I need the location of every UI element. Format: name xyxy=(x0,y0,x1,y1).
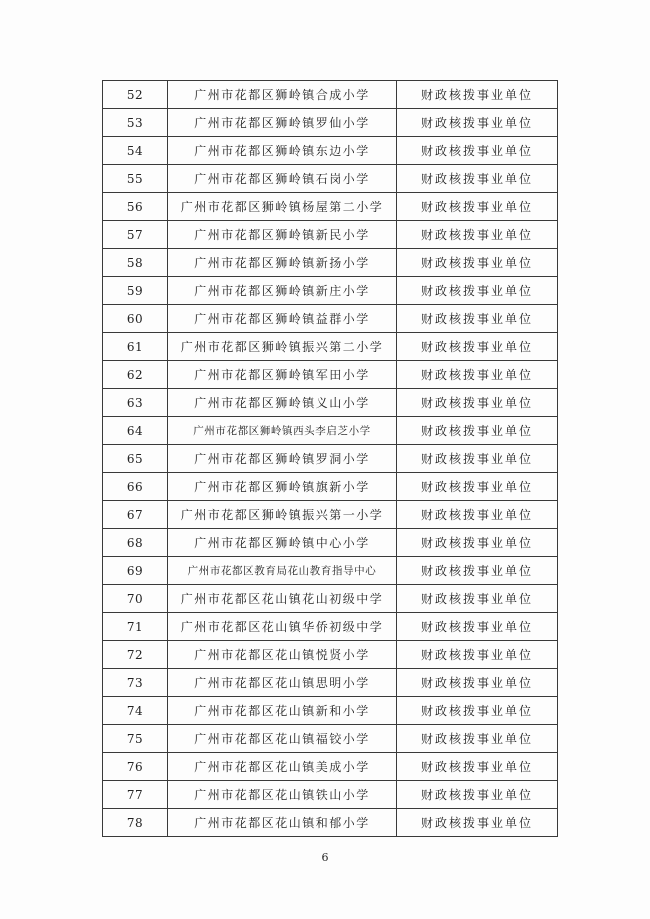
institution-name: 广州市花都区花山镇悦贤小学 xyxy=(168,641,397,669)
row-number: 77 xyxy=(103,781,168,809)
table-row xyxy=(103,249,558,277)
institution-name: 广州市花都区花山镇和郁小学 xyxy=(168,809,397,837)
row-number: 59 xyxy=(103,277,168,305)
row-number: 57 xyxy=(103,221,168,249)
institution-type: 财政核拨事业单位 xyxy=(397,725,558,753)
institution-type: 财政核拨事业单位 xyxy=(397,529,558,557)
institution-type: 财政核拨事业单位 xyxy=(397,501,558,529)
table-row xyxy=(103,613,558,641)
table-row xyxy=(103,725,558,753)
institution-name: 广州市花都区狮岭镇军田小学 xyxy=(168,361,397,389)
institution-name: 广州市花都区狮岭镇合成小学 xyxy=(168,81,397,109)
institution-name: 广州市花都区狮岭镇旗新小学 xyxy=(168,473,397,501)
institution-name: 广州市花都区狮岭镇罗洞小学 xyxy=(168,445,397,473)
institution-name: 广州市花都区狮岭镇中心小学 xyxy=(168,529,397,557)
row-number: 68 xyxy=(103,529,168,557)
institution-name: 广州市花都区花山镇铁山小学 xyxy=(168,781,397,809)
table-row xyxy=(103,809,558,837)
row-number: 62 xyxy=(103,361,168,389)
table-row xyxy=(103,193,558,221)
institution-type: 财政核拨事业单位 xyxy=(397,417,558,445)
row-number: 67 xyxy=(103,501,168,529)
institution-name: 广州市花都区狮岭镇振兴第二小学 xyxy=(168,333,397,361)
row-number: 74 xyxy=(103,697,168,725)
table-row xyxy=(103,333,558,361)
institution-type: 财政核拨事业单位 xyxy=(397,697,558,725)
table-row xyxy=(103,165,558,193)
row-number: 73 xyxy=(103,669,168,697)
row-number: 52 xyxy=(103,81,168,109)
institution-type: 财政核拨事业单位 xyxy=(397,753,558,781)
table-row xyxy=(103,529,558,557)
institution-name: 广州市花都区狮岭镇益群小学 xyxy=(168,305,397,333)
institution-name: 广州市花都区狮岭镇义山小学 xyxy=(168,389,397,417)
row-number: 69 xyxy=(103,557,168,585)
institution-type: 财政核拨事业单位 xyxy=(397,81,558,109)
table-row xyxy=(103,641,558,669)
institution-type: 财政核拨事业单位 xyxy=(397,669,558,697)
institution-type: 财政核拨事业单位 xyxy=(397,809,558,837)
institution-type: 财政核拨事业单位 xyxy=(397,585,558,613)
institution-name: 广州市花都区狮岭镇罗仙小学 xyxy=(168,109,397,137)
table-row xyxy=(103,361,558,389)
table-row xyxy=(103,221,558,249)
table-row xyxy=(103,417,558,445)
institution-name: 广州市花都区狮岭镇新民小学 xyxy=(168,221,397,249)
row-number: 76 xyxy=(103,753,168,781)
row-number: 70 xyxy=(103,585,168,613)
institution-name: 广州市花都区花山镇福铰小学 xyxy=(168,725,397,753)
institution-type: 财政核拨事业单位 xyxy=(397,613,558,641)
table-row xyxy=(103,445,558,473)
row-number: 54 xyxy=(103,137,168,165)
page-number: 6 xyxy=(321,851,329,864)
institution-type: 财政核拨事业单位 xyxy=(397,333,558,361)
table-row xyxy=(103,277,558,305)
institution-name: 广州市花都区花山镇美成小学 xyxy=(168,753,397,781)
row-number: 72 xyxy=(103,641,168,669)
table-row xyxy=(103,781,558,809)
table-row xyxy=(103,109,558,137)
institution-type: 财政核拨事业单位 xyxy=(397,557,558,585)
institution-type: 财政核拨事业单位 xyxy=(397,445,558,473)
row-number: 55 xyxy=(103,165,168,193)
row-number: 78 xyxy=(103,809,168,837)
institution-name: 广州市花都区狮岭镇石岗小学 xyxy=(168,165,397,193)
institution-name: 广州市花都区教育局花山教育指导中心 xyxy=(168,557,397,585)
row-number: 63 xyxy=(103,389,168,417)
row-number: 53 xyxy=(103,109,168,137)
institution-type: 财政核拨事业单位 xyxy=(397,165,558,193)
row-number: 56 xyxy=(103,193,168,221)
institution-name: 广州市花都区狮岭镇西头李启芝小学 xyxy=(168,417,397,445)
institution-type: 财政核拨事业单位 xyxy=(397,473,558,501)
institution-type: 财政核拨事业单位 xyxy=(397,193,558,221)
table-row xyxy=(103,305,558,333)
table-row xyxy=(103,697,558,725)
row-number: 75 xyxy=(103,725,168,753)
institution-table xyxy=(102,80,558,837)
row-number: 64 xyxy=(103,417,168,445)
row-number: 71 xyxy=(103,613,168,641)
institution-type: 财政核拨事业单位 xyxy=(397,221,558,249)
table-row xyxy=(103,473,558,501)
institution-type: 财政核拨事业单位 xyxy=(397,641,558,669)
table-row xyxy=(103,137,558,165)
row-number: 58 xyxy=(103,249,168,277)
institution-name: 广州市花都区花山镇新和小学 xyxy=(168,697,397,725)
institution-type: 财政核拨事业单位 xyxy=(397,249,558,277)
institution-type: 财政核拨事业单位 xyxy=(397,137,558,165)
institution-name: 广州市花都区花山镇思明小学 xyxy=(168,669,397,697)
institution-name: 广州市花都区狮岭镇杨屋第二小学 xyxy=(168,193,397,221)
table-row xyxy=(103,557,558,585)
institution-name: 广州市花都区狮岭镇新扬小学 xyxy=(168,249,397,277)
institution-name: 广州市花都区狮岭镇东边小学 xyxy=(168,137,397,165)
table-row xyxy=(103,81,558,109)
institution-type: 财政核拨事业单位 xyxy=(397,109,558,137)
institution-table-body xyxy=(103,81,558,837)
table-row xyxy=(103,585,558,613)
institution-type: 财政核拨事业单位 xyxy=(397,277,558,305)
institution-type: 财政核拨事业单位 xyxy=(397,361,558,389)
row-number: 60 xyxy=(103,305,168,333)
table-row xyxy=(103,669,558,697)
institution-name: 广州市花都区花山镇华侨初级中学 xyxy=(168,613,397,641)
row-number: 66 xyxy=(103,473,168,501)
row-number: 65 xyxy=(103,445,168,473)
table-row xyxy=(103,753,558,781)
table-row xyxy=(103,389,558,417)
institution-name: 广州市花都区花山镇花山初级中学 xyxy=(168,585,397,613)
institution-name: 广州市花都区狮岭镇振兴第一小学 xyxy=(168,501,397,529)
table-row xyxy=(103,501,558,529)
institution-type: 财政核拨事业单位 xyxy=(397,781,558,809)
institution-type: 财政核拨事业单位 xyxy=(397,305,558,333)
row-number: 61 xyxy=(103,333,168,361)
institution-name: 广州市花都区狮岭镇新庄小学 xyxy=(168,277,397,305)
institution-type: 财政核拨事业单位 xyxy=(397,389,558,417)
